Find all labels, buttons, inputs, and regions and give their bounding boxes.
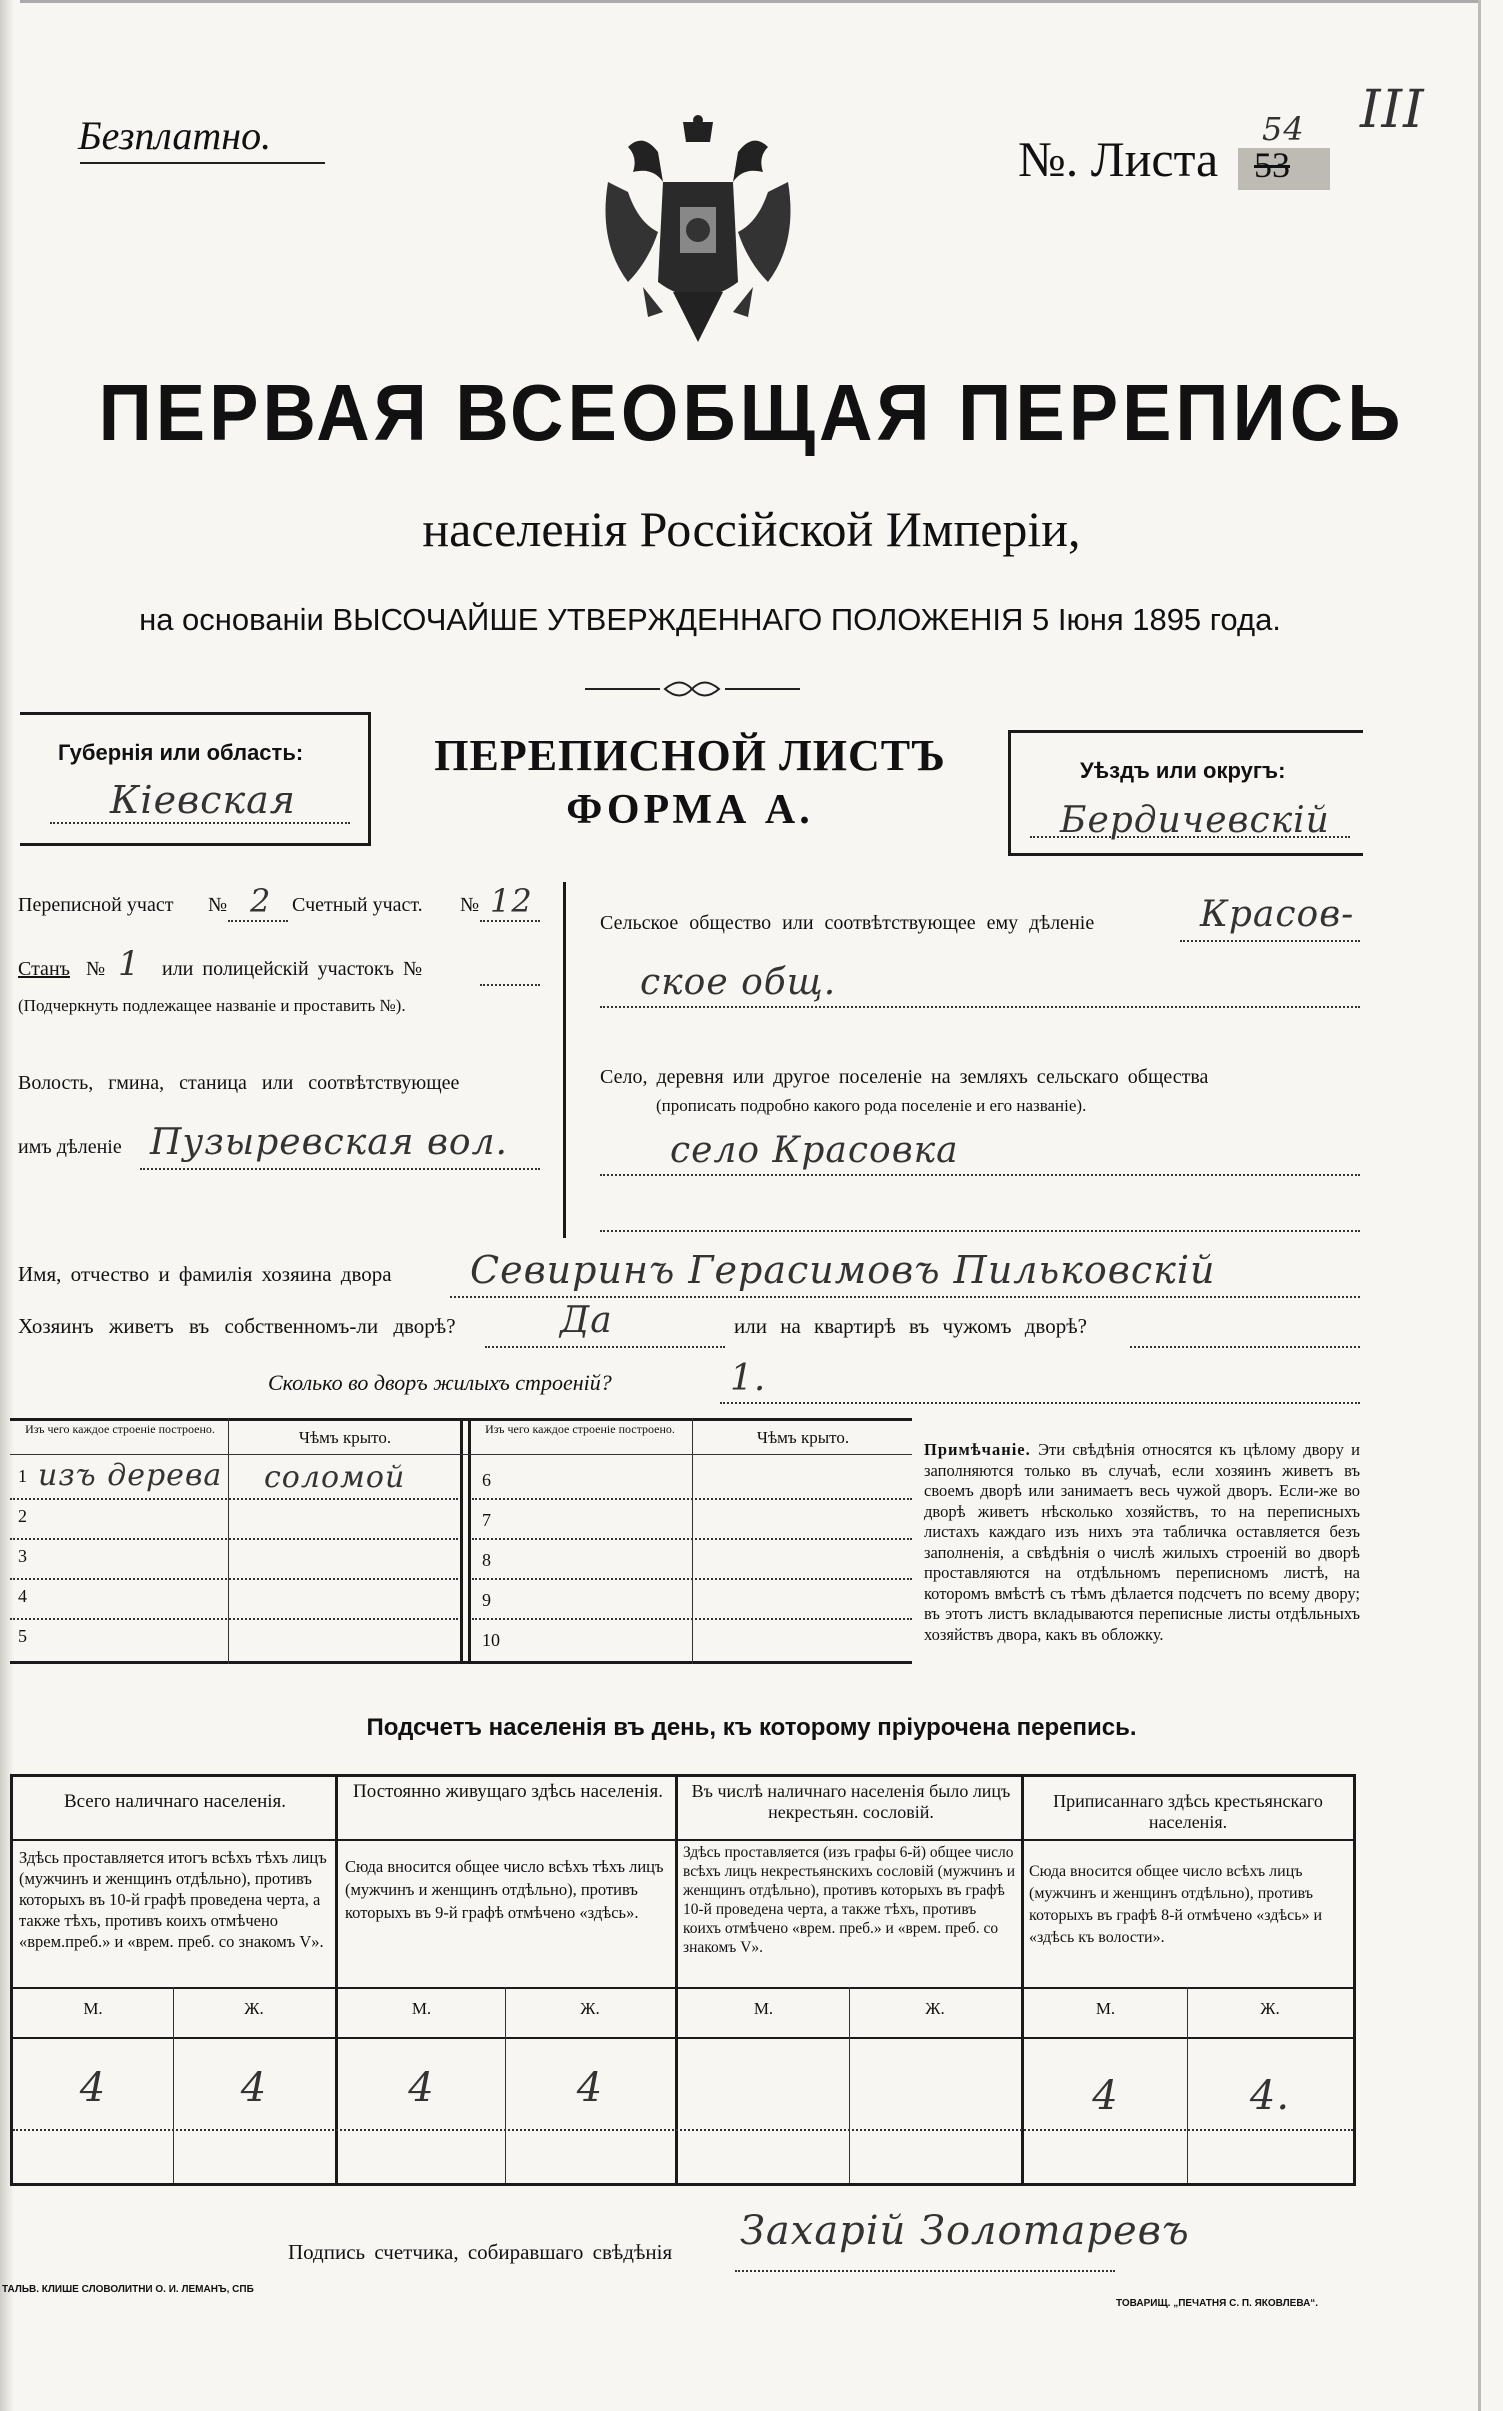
top-border xyxy=(20,0,1480,3)
building-row-3-number: 3 xyxy=(18,1546,27,1566)
counting-district-label: Счетный участ. xyxy=(292,894,423,916)
building-row-10-number: 10 xyxy=(482,1630,500,1650)
pop-col-2-m-label: М. xyxy=(411,1999,432,2018)
building-row-2-number: 2 xyxy=(18,1506,27,1526)
own-yard-line xyxy=(485,1346,725,1348)
uezd-value: Бердичевскій xyxy=(1060,800,1330,841)
pop-col-1-m-value: 4 xyxy=(79,2065,107,2111)
pop-col-1-m-label: М. xyxy=(83,1999,103,2018)
pop-col-2-desc: Сюда вносится общее число всѣхъ тѣхъ лицъ (мужчинъ и женщинъ отдѣльно), противъ которыхъ въ 9-й графѣ отмѣчено «здѣсь». xyxy=(345,1857,664,1922)
buildings-col-material-2: Изъ чего каждое строеніе построено. xyxy=(485,1422,675,1436)
gubernia-line xyxy=(50,822,350,824)
pop-col-1-title: Всего наличнаго населенія. xyxy=(63,1791,287,1812)
buildings-col-roof-2: Чѣмъ крыто. xyxy=(756,1428,850,1447)
pop-col-4-f-value: 4. xyxy=(1249,2073,1291,2119)
pop-col-2-title: Постоянно живущаго здѣсь населенія. xyxy=(353,1781,663,1802)
building-row-7-number: 7 xyxy=(482,1510,491,1530)
signature-value: Захарій Золотаревъ xyxy=(740,2208,1190,2254)
building-row-1-material: изъ дерева xyxy=(38,1458,223,1493)
police-label: или полицейскій участокъ № xyxy=(162,958,423,980)
village-label: Село, деревня или другое поселеніе на земляхъ сельскаго общества xyxy=(600,1066,1209,1088)
corner-mark: III xyxy=(1360,80,1425,140)
pop-col-4-f-label: Ж. xyxy=(1260,1999,1280,2018)
owner-name-label: Имя, отчество и фамилія хозяина двора xyxy=(18,1262,392,1286)
buildings-col-material: Изъ чего каждое строеніе построено. xyxy=(25,1422,215,1436)
form-name: ФОРМА А. xyxy=(566,787,814,833)
buildings-table xyxy=(10,1418,912,1664)
owner-name-value: Севиринъ Герасимовъ Пильковскій xyxy=(470,1248,1216,1292)
uezd-label: Уѣздъ или округъ: xyxy=(1080,758,1286,783)
building-row-5-number: 5 xyxy=(18,1626,27,1646)
note-text: Эти свѣдѣнія относятся къ цѣлому двору и заполняются только въ случаѣ, если хозяинъ живетъ въ своемъ дворѣ или занимаетъ весь чужой дворъ. Если-же во дворѣ живетъ нѣсколько хозяйствъ, то на переписныхъ листахъ каждаго изъ нихъ эта табличка оставляется безъ заполненія, а свѣдѣнія о числѣ жилыхъ строеній во дворѣ проставляются на отдѣльномъ переписномъ листѣ, на которомъ вмѣстѣ съ тѣмъ дѣлается подсчетъ по всему двору; въ этотъ листъ вкладываются переписные листы отдѣльныхъ хозяйствъ двора, какъ въ обложку. xyxy=(924,1440,1360,1644)
building-row-8-number: 8 xyxy=(482,1550,491,1570)
buildings-col-roof: Чѣмъ крыто. xyxy=(298,1428,392,1447)
building-row-6-number: 6 xyxy=(482,1470,491,1490)
building-row-9-number: 9 xyxy=(482,1590,491,1610)
society-label: Сельское общество или соотвѣтствующее ему дѣленіе xyxy=(600,912,1095,934)
volost-label-2: имъ дѣленіе xyxy=(18,1136,122,1158)
buildings-value: 1. xyxy=(730,1358,767,1399)
uezd-line xyxy=(1030,836,1350,838)
stan-label: Станъ xyxy=(18,958,70,980)
own-yard-label: Хозяинъ живетъ въ собственномъ-ли дворѣ? xyxy=(18,1314,456,1338)
pop-col-4-m-label: М. xyxy=(1095,1999,1116,2018)
note-block xyxy=(924,1440,1360,1645)
village-note: (прописать подробно какого рода поселеніе и его названіе). xyxy=(656,1096,1087,1115)
double-headed-eagle-emblem xyxy=(588,112,808,352)
census-district-no: № xyxy=(208,894,228,916)
stan-value: 1 xyxy=(118,944,141,984)
building-row-4-number: 4 xyxy=(18,1586,27,1606)
footer-left: ТАЛЬВ. КЛИШЕ СЛОВОЛИТНИ О. И. ЛЕМАНЪ, СПБ xyxy=(2,2284,254,2295)
right-border xyxy=(1478,0,1481,2411)
gubernia-label: Губернія или область: xyxy=(58,740,304,765)
population-table xyxy=(10,1774,1356,2186)
pop-col-4-title: Приписаннаго здѣсь крестьянскаго населенія. xyxy=(1053,1791,1323,1832)
sheet-title: ПЕРЕПИСНОЙ ЛИСТЪ xyxy=(434,731,946,780)
counting-district-value: 12 xyxy=(490,882,533,920)
census-district-value: 2 xyxy=(250,882,272,920)
counting-district-line xyxy=(480,920,540,922)
society-value-1: Красов- xyxy=(1200,894,1355,935)
pop-col-2-f-value: 4 xyxy=(576,2065,604,2111)
volost-line xyxy=(140,1168,540,1170)
pop-col-4-m-value: 4 xyxy=(1092,2073,1119,2119)
signature-line xyxy=(735,2270,1115,2272)
buildings-label: Сколько во дворъ жилыхъ строеній? xyxy=(268,1370,612,1395)
building-row-1-roof: соломой xyxy=(264,1460,406,1495)
rent-label: или на квартирѣ въ чужомъ дворѣ? xyxy=(734,1314,1087,1338)
buildings-line xyxy=(720,1402,1360,1404)
police-line xyxy=(480,984,540,986)
census-district-label: Переписной участ xyxy=(18,894,174,916)
society-line-1 xyxy=(1180,940,1360,942)
main-title: ПЕРВАЯ ВСЕОБЩАЯ ПЕРЕПИСЬ xyxy=(98,367,1405,458)
pop-col-3-title: Въ числѣ наличнаго населенія было лицъ некрестьян. сословій. xyxy=(691,1781,1011,1822)
pop-col-2-m-value: 4 xyxy=(408,2065,435,2111)
gubernia-value: Кіевская xyxy=(110,778,296,822)
counting-district-no: № xyxy=(460,894,480,916)
sheet-number-label: №. Листа xyxy=(1018,131,1219,187)
pop-col-3-m-label: М. xyxy=(753,1999,774,2018)
ornament-divider xyxy=(585,676,800,702)
basis-line: на основаніи ВЫСОЧАЙШЕ УТВЕРЖДЕННАГО ПОЛОЖЕНІЯ 5 Іюня 1895 года. xyxy=(139,602,1281,637)
village-line-1 xyxy=(600,1174,1360,1176)
free-label: Безплатно. xyxy=(78,113,272,158)
sheet-number-new: 54 xyxy=(1262,110,1305,148)
pop-col-1-f-label: Ж. xyxy=(244,1999,264,2018)
census-district-line xyxy=(228,920,288,922)
underline-note: (Подчеркнуть подлежащее названіе и проставить №). xyxy=(18,996,406,1015)
population-heading: Подсчетъ населенія въ день, къ которому пріурочена перепись. xyxy=(366,1714,1137,1741)
location-divider xyxy=(563,882,566,1238)
subtitle: населенія Россійской Имперіи, xyxy=(422,501,1081,557)
volost-value: Пузыревская вол. xyxy=(150,1122,508,1163)
building-row-1-number: 1 xyxy=(18,1466,27,1486)
volost-label: Волость, гмина, станица или соотвѣтствующее xyxy=(18,1072,460,1094)
pop-col-1-desc: Здѣсь проставляется итогъ всѣхъ тѣхъ лицъ (мужчинъ и женщинъ отдѣльно), противъ которыхъ въ 10-й графѣ проведена черта, а также тѣхъ, противъ коихъ отмѣчено «врем.преб.» и «врем. преб. со знакомъ V». xyxy=(19,1848,327,1951)
society-line-2 xyxy=(600,1006,1360,1008)
signature-label: Подпись счетчика, собиравшаго свѣдѣнія xyxy=(288,2240,673,2264)
pop-col-4-desc: Сюда вносится общее число всѣхъ лицъ (мужчинъ и женщинъ отдѣльно), противъ которыхъ въ графѣ 8-й отмѣчено «здѣсь» и «здѣсь къ волости». xyxy=(1029,1863,1323,1946)
stan-no: № xyxy=(86,958,106,980)
pop-col-1-f-value: 4 xyxy=(240,2065,268,2111)
pop-col-2-f-label: Ж. xyxy=(580,1999,600,2018)
rent-line xyxy=(1130,1346,1360,1348)
sheet-number-struck: 53 xyxy=(1254,145,1290,185)
note-title: Примѣчаніе. xyxy=(924,1440,1031,1459)
owner-name-line xyxy=(450,1296,1360,1298)
footer-right: ТОВАРИЩ. „ПЕЧАТНЯ С. П. ЯКОВЛЕВА“. xyxy=(1116,2298,1319,2309)
pop-col-3-f-label: Ж. xyxy=(925,1999,945,2018)
society-value-2: ское общ. xyxy=(640,962,837,1003)
own-yard-value: Да xyxy=(560,1300,613,1341)
pop-col-3-desc: Здѣсь проставляется (изъ графы 6-й) общее число всѣхъ лицъ некрестьянскихъ сословій (мужчинъ и женщинъ отдѣльно), противъ которыхъ въ графѣ 10-й проведена черта, а также тѣхъ, противъ коихъ отмѣчено «врем. преб.» и «врем. преб. со знакомъ V». xyxy=(683,1844,1015,1956)
village-line-2 xyxy=(600,1230,1360,1232)
village-value: село Красовка xyxy=(670,1130,959,1171)
free-underline xyxy=(80,162,325,164)
